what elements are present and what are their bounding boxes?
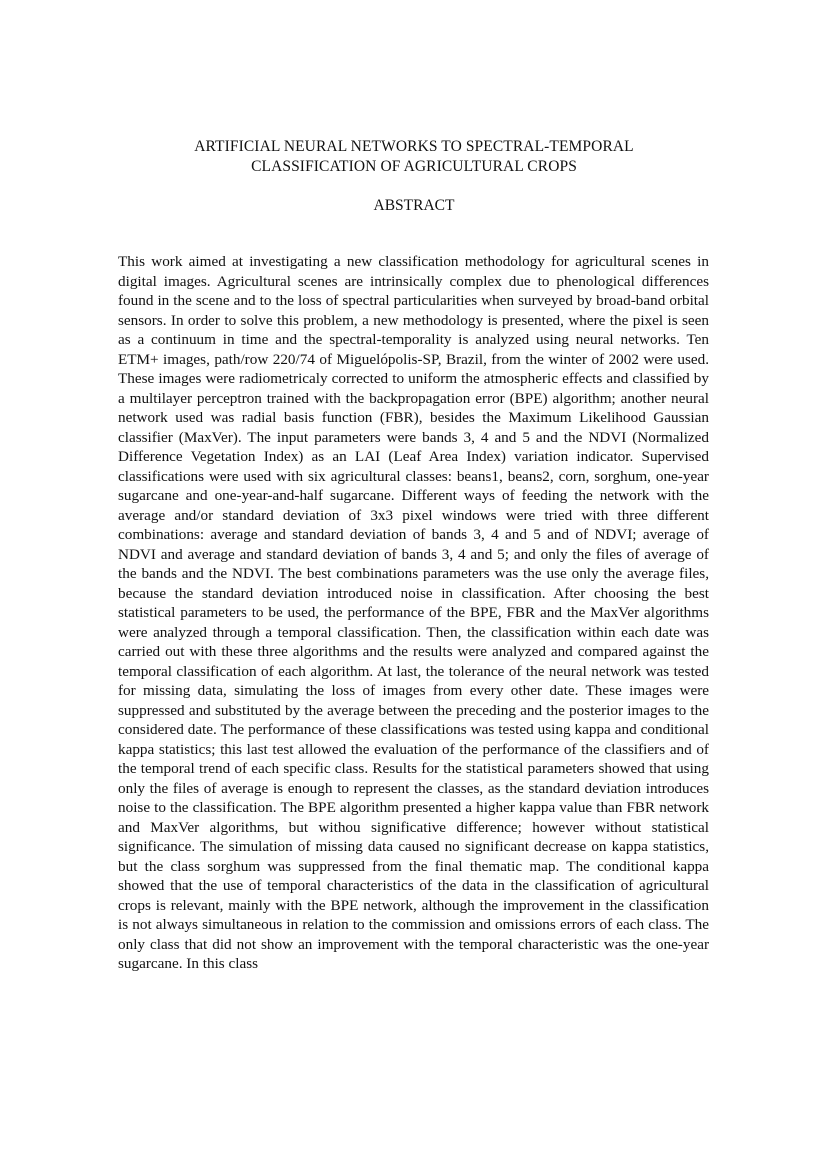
title-line-1: ARTIFICIAL NEURAL NETWORKS TO SPECTRAL-TEMPORAL (194, 138, 634, 155)
document-title (100, 137, 728, 177)
title-line-2: CLASSIFICATION OF AGRICULTURAL CROPS (251, 158, 577, 175)
abstract-text: This work aimed at investigating a new classification methodology for agricultural scenes in digital images. Agricultural scenes are intrinsically complex due to phenological differences found in the scene and to the loss of spectral particularities when surveyed by broad-band orbital sensors. In order to solve this problem, a new methodology is presented, where the pixel is seen as a continuum in time and the spectral-temporality is analyzed using neural networks. Ten ETM+ images, path/row 220/74 of Miguelópolis-SP, Brazil, from the winter of 2002 were used. These images were radiometricaly corrected to uniform the atmospheric effects and classified by a multilayer perceptron trained with the backpropagation error (BPE) algorithm; another neural network used was radial basis function (FBR), besides the Maximum Likelihood Gaussian classifier (MaxVer). The input parameters were bands 3, 4 and 5 and the NDVI (Normalized Difference Vegetation Index) as an LAI (Leaf Area Index) variation indicator. Supervised classifications were used with six agricultural classes: beans1, beans2, corn, sorghum, one-year sugarcane and one-year-and-half sugarcane. Different ways of feeding the network with the average and/or standard deviation of 3x3 pixel windows were tried with three different combinations: average and standard deviation of bands 3, 4 and 5 and of NDVI; average of NDVI and average and standard deviation of bands 3, 4 and 5; and only the files of average of the bands and the NDVI. The best combinations parameters was the use only the average files, because the standard deviation introduced noise in classification. After choosing the best statistical parameters to be used, the performance of the BPE, FBR and the MaxVer algorithms were analyzed through a temporal classification. Then, the classification within each date was carried out with these three algorithms and the results were analyzed and compared against the temporal classification of each algorithm. At last, the tolerance of the neural network was tested for missing data, simulating the loss of images from every other date. These images were suppressed and substituted by the average between the preceding and the posterior images to the considered date. The performance of these classifications was tested using kappa and conditional kappa statistics; this last test allowed the evaluation of the performance of the classifiers and of the temporal trend of each specific class. Results for the statistical parameters showed that using only the files of average is enough to represent the classes, as the standard deviation introduces noise to the classification. The BPE algorithm presented a higher kappa value than FBR network and MaxVer algorithms, but withou significative difference; however without statistical significance. The simulation of missing data caused no significant decrease on kappa statistics, but the class sorghum was suppressed from the final thematic map. The conditional kappa showed that the use of temporal characteristics of the data in the classification of agricultural crops is relevant, mainly with the BPE network, although the improvement in the classification is not always simultaneous in relation to the commission and omissions errors of each class. The only class that did not show an improvement with the temporal characteristic was the one-year sugarcane. In this class (118, 253, 709, 972)
abstract-heading: ABSTRACT (373, 197, 455, 214)
